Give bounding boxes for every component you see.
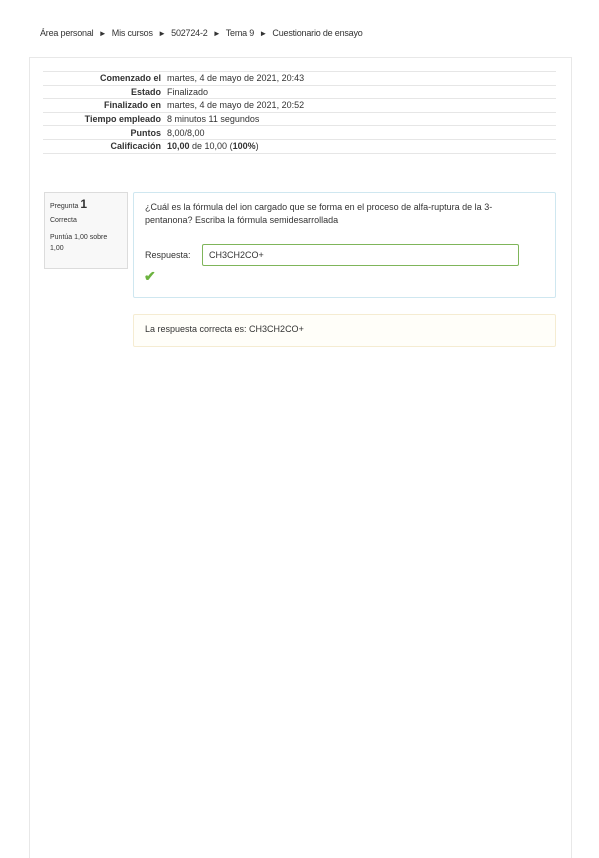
grade-score: 10,00 <box>167 141 190 152</box>
breadcrumb-my-courses[interactable]: Mis cursos <box>111 28 153 38</box>
summary-label: Finalizado en <box>43 99 167 113</box>
breadcrumb <box>40 28 363 38</box>
summary-label: Estado <box>43 85 167 99</box>
breadcrumb-quiz[interactable]: Cuestionario de ensayo <box>272 28 363 38</box>
question-content-box <box>133 192 556 298</box>
grade-close: ) <box>255 141 259 152</box>
summary-label: Tiempo empleado <box>43 112 167 126</box>
summary-row-marks <box>43 126 556 140</box>
summary-value: martes, 4 de mayo de 2021, 20:52 <box>167 99 556 113</box>
summary-label: Puntos <box>43 126 167 140</box>
breadcrumb-separator-icon: ► <box>98 29 107 38</box>
right-answer-text: La respuesta correcta es: CH3CH2CO+ <box>145 324 304 334</box>
question-grade: Puntúa 1,00 sobre 1,00 <box>50 234 108 252</box>
summary-row-finished <box>43 99 556 113</box>
attempt-summary-table <box>43 71 556 154</box>
summary-row-time-taken <box>43 112 556 126</box>
summary-row-state <box>43 85 556 99</box>
right-answer-feedback <box>133 314 556 347</box>
summary-row-grade <box>43 139 556 153</box>
question-info-panel <box>44 192 128 269</box>
summary-label: Calificación <box>43 139 167 153</box>
grade-percent: 100% <box>232 141 256 152</box>
grade-out-of: de 10,00 ( <box>189 141 233 152</box>
breadcrumb-separator-icon: ► <box>259 29 268 38</box>
summary-label: Comenzado el <box>43 72 167 86</box>
summary-row-started <box>43 72 556 86</box>
answer-label: Respuesta: <box>145 250 191 260</box>
breadcrumb-separator-icon: ► <box>158 29 166 38</box>
breadcrumb-course[interactable]: 502724-2 <box>171 28 208 38</box>
question-number-prefix: Pregunta <box>50 203 79 210</box>
question-number-value: 1 <box>80 197 88 211</box>
question-number <box>50 197 122 211</box>
breadcrumb-separator-icon: ► <box>212 29 221 38</box>
breadcrumb-topic[interactable]: Tema 9 <box>225 28 255 38</box>
breadcrumb-home[interactable]: Área personal <box>40 28 94 38</box>
summary-value <box>167 139 556 153</box>
summary-value: 8 minutos 11 segundos <box>167 112 556 126</box>
summary-value: martes, 4 de mayo de 2021, 20:43 <box>167 72 556 86</box>
summary-value: Finalizado <box>167 85 556 99</box>
check-icon: ✔ <box>144 268 156 284</box>
answer-input[interactable] <box>202 244 519 266</box>
question-state: Correcta <box>50 217 77 224</box>
summary-value: 8,00/8,00 <box>167 126 556 140</box>
content-frame <box>29 57 572 858</box>
question-text: ¿Cuál es la fórmula del ion cargado que se forma en el proceso de alfa-ruptura de la 3-pentanona? Escriba la fórmula semidesarrollada <box>145 202 493 225</box>
